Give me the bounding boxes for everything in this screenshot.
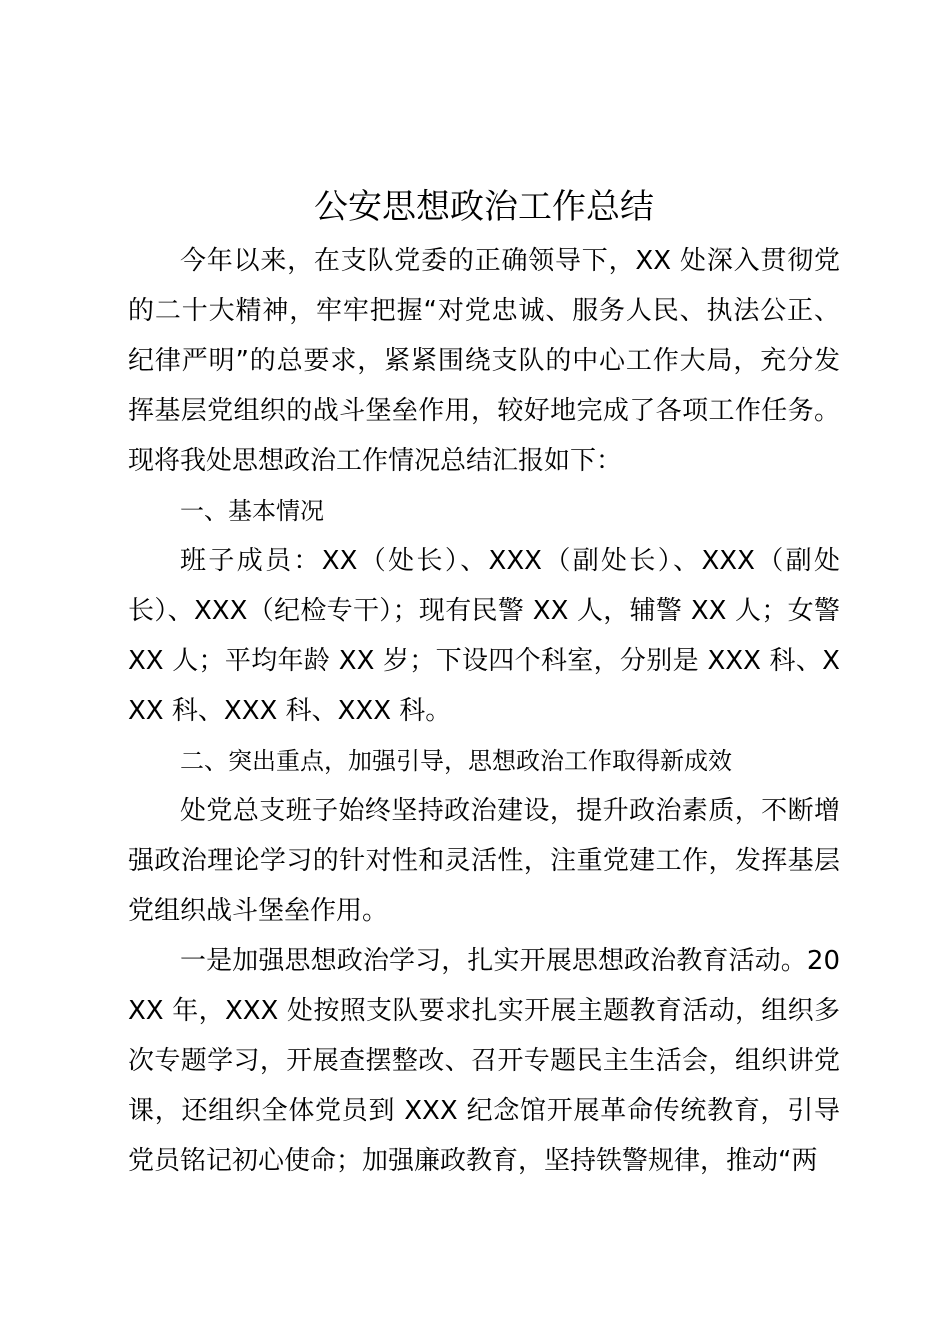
- section-heading-basic-situation: 一、基本情况: [180, 497, 324, 525]
- section-heading-political-work: 二、突出重点，加强引导，思想政治工作取得新成效: [180, 747, 732, 775]
- team-members-paragraph: 班子成员：XX（处长）、XXX（副处长）、XXX（副处长）、XXX（纪检专干）；现有民警 XX 人，辅警 XX 人；女警 XX 人；平均年龄 XX 岁；下设四个科室，分别是 XXX 科、XXX 科、XXX 科、XXX 科。: [128, 546, 840, 726]
- party-branch-paragraph: 处党总支班子始终坚持政治建设，提升政治素质，不断增强政治理论学习的针对性和灵活性，注重党建工作，发挥基层党组织战斗堡垒作用。: [128, 796, 840, 926]
- document-page: [128, 178, 840, 1186]
- document-title: 公安思想政治工作总结: [314, 187, 654, 227]
- intro-paragraph: 今年以来，在支队党委的正确领导下，XX 处深入贯彻党的二十大精神，牢牢把握“对党忠诚、服务人民、执法公正、纪律严明”的总要求，紧紧围绕支队的中心工作大局，充分发挥基层党组织的战斗堡垒作用，较好地完成了各项工作任务。现将我处思想政治工作情况总结汇报如下：: [128, 246, 840, 476]
- study-education-paragraph: 一是加强思想政治学习，扎实开展思想政治教育活动。20XX 年，XXX 处按照支队要求扎实开展主题教育活动，组织多次专题学习，开展查摆整改、召开专题民主生活会，组织讲党课，还组织全体党员到 XXX 纪念馆开展革命传统教育，引导党员铭记初心使命；加强廉政教育，坚持铁警规律，推动“两: [128, 946, 840, 1176]
